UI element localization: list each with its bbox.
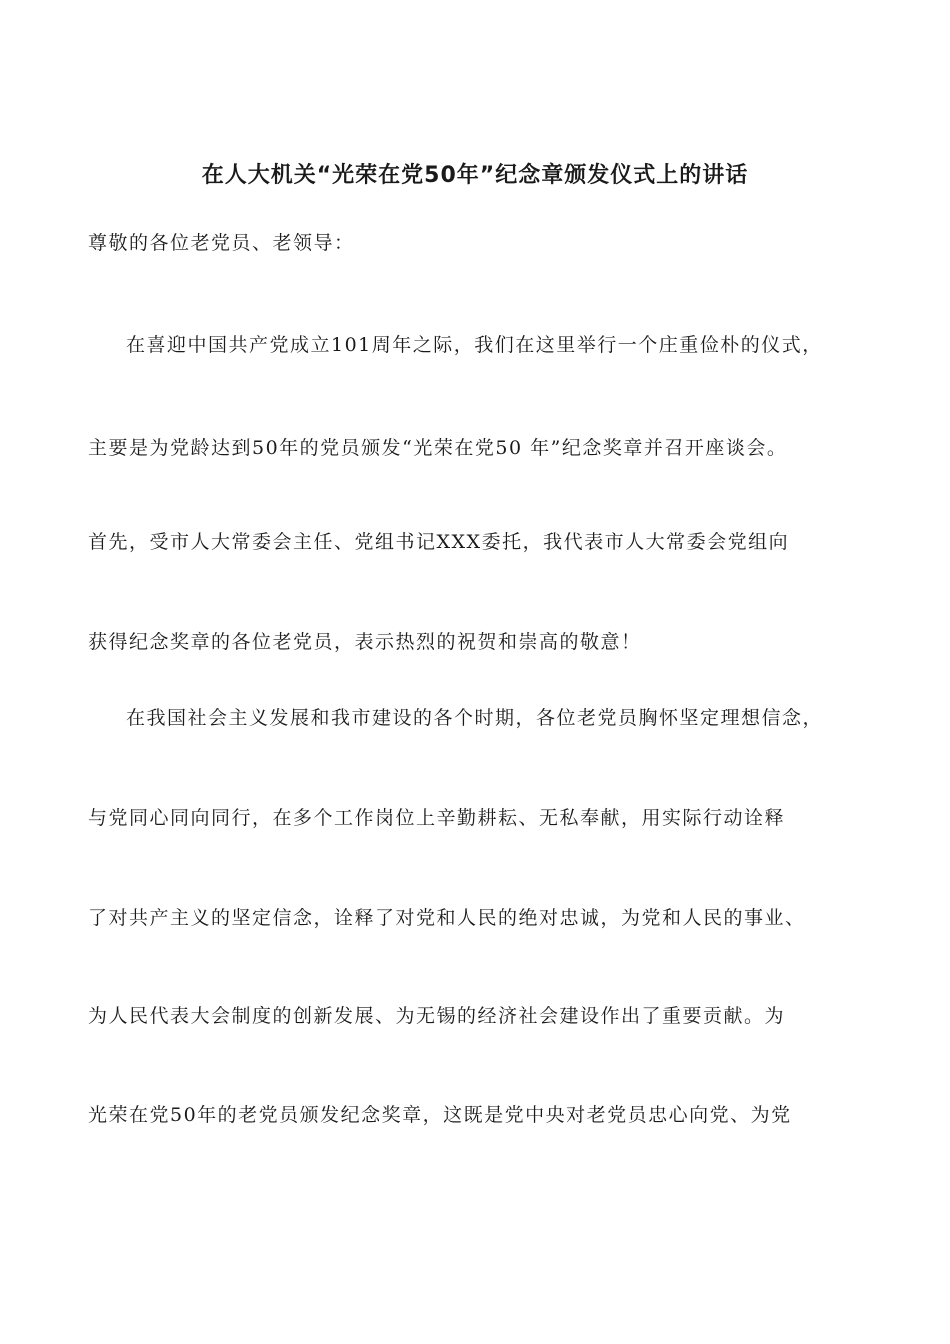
paragraph-line: 在我国社会主义发展和我市建设的各个时期，各位老党员胸怀坚定理想信念， (126, 707, 824, 729)
paragraph-line: 获得纪念奖章的各位老党员，表示热烈的祝贺和崇高的敬意！ (88, 631, 642, 653)
paragraph-line: 与党同心同向同行，在多个工作岗位上辛勤耕耘、无私奉献，用实际行动诠释 (88, 807, 786, 829)
paragraph-line: 了对共产主义的坚定信念，诠释了对党和人民的绝对忠诚，为党和人民的事业、 (88, 907, 806, 929)
paragraph-line: 在喜迎中国共产党成立101周年之际，我们在这里举行一个庄重俭朴的仪式， (126, 334, 823, 356)
salutation: 尊敬的各位老党员、老领导： (88, 232, 355, 254)
paragraph-line: 光荣在党50年的老党员颁发纪念奖章，这既是党中央对老党员忠心向党、为党 (88, 1104, 792, 1126)
document-title: 在人大机关“光荣在党50年”纪念章颁发仪式上的讲话 (201, 163, 749, 188)
paragraph-line: 主要是为党龄达到50年的党员颁发“光荣在党50 年”纪念奖章并召开座谈会。 (88, 437, 788, 459)
paragraph-line: 为人民代表大会制度的创新发展、为无锡的经济社会建设作出了重要贡献。为 (88, 1005, 786, 1027)
paragraph-line: 首先，受市人大常委会主任、党组书记XXX委托，我代表市人大常委会党组向 (88, 531, 790, 553)
